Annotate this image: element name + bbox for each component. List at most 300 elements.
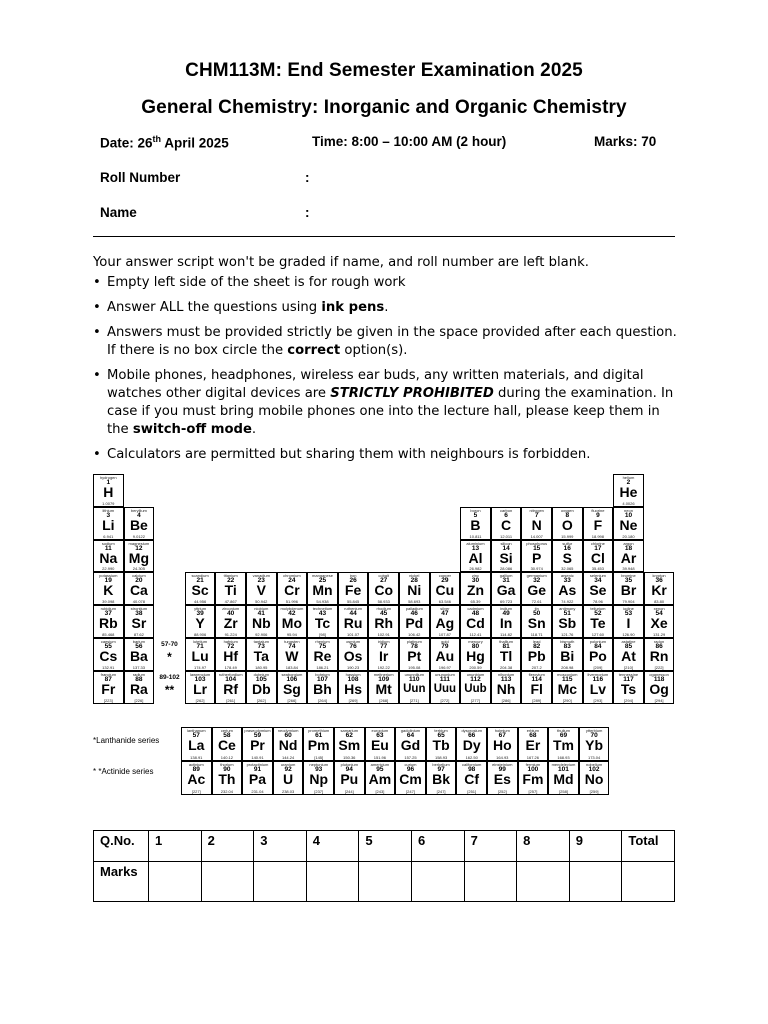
atomic-mass: [222] <box>654 664 664 670</box>
element-symbol: Mc <box>557 680 578 697</box>
element-name: beryllium <box>130 507 147 513</box>
element-symbol: Nd <box>278 737 298 753</box>
element-cell-ra <box>124 671 155 704</box>
atomic-number: 12 <box>135 544 143 552</box>
atomic-mass: 4.0026 <box>622 500 635 506</box>
atomic-mass: [243] <box>375 789 385 794</box>
element-name: holmium <box>494 728 510 733</box>
element-cell-ce <box>212 727 243 761</box>
element-symbol: Hf <box>223 648 239 664</box>
element-name: silicon <box>500 540 512 546</box>
element-cell-lr <box>185 671 216 704</box>
element-name: europium <box>371 728 389 733</box>
element-cell-tc <box>307 605 338 638</box>
element-symbol: Mo <box>281 615 302 632</box>
element-symbol: N <box>531 516 542 533</box>
element-cell-la <box>181 727 212 761</box>
element-cell-fe <box>338 572 369 605</box>
atomic-mass: 140.12 <box>220 755 233 760</box>
atomic-number: 71 <box>196 643 204 650</box>
element-symbol: Fe <box>344 582 362 599</box>
element-symbol: Xe <box>650 615 668 632</box>
element-name: selenium <box>589 573 606 579</box>
atomic-number: 52 <box>594 610 602 618</box>
element-symbol: Rh <box>374 615 394 632</box>
atomic-mass: 35.453 <box>591 566 604 572</box>
atomic-number: 86 <box>655 643 663 650</box>
atomic-number: 73 <box>257 643 265 650</box>
element-name: hydrogen <box>99 475 117 480</box>
element-name: sodium <box>101 540 115 546</box>
element-cell-mg <box>124 540 155 573</box>
element-cell-tb <box>426 727 457 761</box>
element-symbol: Pd <box>405 615 424 632</box>
marks-entry-cell[interactable] <box>517 862 570 902</box>
element-symbol: Np <box>309 771 329 787</box>
element-cell-ge <box>521 572 552 605</box>
atomic-mass: [226] <box>134 697 144 703</box>
atomic-number: 63 <box>376 732 384 739</box>
atomic-number: 5 <box>473 511 478 519</box>
element-symbol: Cd <box>466 615 485 632</box>
element-name: lutetium <box>193 639 208 644</box>
element-symbol: Ge <box>527 582 547 599</box>
atomic-mass: 6.941 <box>103 533 114 539</box>
element-name: hafnium <box>223 639 238 644</box>
atomic-number: 35 <box>624 577 633 585</box>
atomic-number: 44 <box>349 610 357 618</box>
atomic-number: 34 <box>594 577 602 585</box>
atomic-number: 105 <box>255 675 267 683</box>
periodic-table <box>93 474 675 704</box>
atomic-mass: [261] <box>226 697 236 703</box>
element-name: erbium <box>526 728 539 733</box>
atomic-mass: 58.933 <box>377 599 390 605</box>
roll-number-label: Roll Number <box>100 170 181 185</box>
atomic-mass: 15.999 <box>561 533 574 539</box>
atomic-number: 27 <box>380 577 388 585</box>
marks-table <box>93 830 675 902</box>
element-cell-sm <box>334 727 365 761</box>
marks-entry-cell[interactable] <box>149 862 202 902</box>
element-cell-k <box>93 572 124 605</box>
element-cell-bi <box>552 638 583 671</box>
element-symbol: Lr <box>193 680 208 697</box>
element-name: actinium <box>188 762 204 767</box>
element-name: astatine <box>621 639 636 644</box>
element-cell-n <box>521 507 552 540</box>
atomic-mass: 9.0122 <box>132 533 145 539</box>
element-symbol: Uun <box>403 682 426 695</box>
element-symbol: No <box>584 771 604 787</box>
element-symbol: Po <box>588 648 607 664</box>
marks-entry-cell[interactable] <box>254 862 307 902</box>
atomic-mass: 200.59 <box>469 664 482 670</box>
element-symbol: Pa <box>248 771 267 787</box>
element-symbol: Hg <box>466 648 485 664</box>
element-symbol: Li <box>102 516 115 533</box>
atomic-mass: 192.22 <box>377 664 390 670</box>
marks-table-header-row <box>94 831 675 862</box>
lanthanide-series-label: *Lanthanide series <box>93 736 160 745</box>
atomic-mass: [294] <box>624 697 633 703</box>
atomic-mass: 180.95 <box>255 664 268 670</box>
element-symbol: Rf <box>223 680 239 697</box>
element-symbol: Au <box>435 648 455 664</box>
atomic-mass: 20.180 <box>622 533 635 539</box>
atomic-mass: [272] <box>440 697 450 703</box>
instruction-item: • Answers must be provided strictly be given in the space provided after each question. If there is no box circle the correct option(s). <box>93 324 683 360</box>
atomic-mass: 132.91 <box>102 664 115 670</box>
element-cell-cf <box>456 761 487 795</box>
element-cell-hf <box>215 638 246 671</box>
atomic-mass: 112.41 <box>469 631 482 637</box>
atomic-mass: [145] <box>314 755 324 760</box>
element-symbol: O <box>561 516 573 533</box>
element-symbol: Ru <box>343 615 363 632</box>
atomic-mass: 10.811 <box>469 533 482 539</box>
atomic-mass: [98] <box>319 631 326 637</box>
element-symbol: Ra <box>129 680 148 697</box>
element-cell-os <box>338 638 369 671</box>
element-symbol: Nh <box>496 680 516 697</box>
atomic-mass: [252] <box>497 789 507 794</box>
element-name: antimony <box>559 606 576 612</box>
atomic-mass: [289] <box>532 697 542 703</box>
exam-time: Time: 8:00 – 10:00 AM (2 hour) <box>312 134 507 149</box>
element-name: samarium <box>340 728 359 733</box>
element-symbol: Ir <box>379 648 389 664</box>
atomic-number: 49 <box>502 610 510 618</box>
atomic-number: 118 <box>653 675 665 683</box>
marks-row-label: Marks <box>94 862 149 902</box>
element-symbol: Lv <box>589 680 607 697</box>
atomic-mass: 118.71 <box>530 631 543 637</box>
element-name: technetium <box>312 606 333 612</box>
atomic-number: 78 <box>410 643 418 650</box>
element-cell-ho <box>487 727 518 761</box>
atomic-number: 96 <box>406 766 415 773</box>
element-cell-h <box>93 474 124 507</box>
atomic-mass: 207.2 <box>531 664 542 670</box>
element-cell-co <box>368 572 399 605</box>
element-symbol: Mn <box>312 582 333 599</box>
atomic-number: 82 <box>533 643 541 650</box>
atomic-mass: 208.98 <box>561 664 574 670</box>
element-name: krypton <box>652 573 666 579</box>
element-name: scandium <box>191 573 209 579</box>
marks-entry-cell[interactable] <box>359 862 412 902</box>
element-name: arsenic <box>560 573 574 579</box>
element-cell-na <box>93 540 124 573</box>
element-name: potassium <box>99 573 118 579</box>
element-cell-ti <box>215 572 246 605</box>
element-cell-w <box>277 638 308 671</box>
atomic-number: 18 <box>624 544 633 552</box>
element-cell-tm <box>548 727 579 761</box>
atomic-number: 67 <box>498 732 506 739</box>
atomic-mass: [269] <box>348 697 358 703</box>
element-cell-be <box>124 507 155 540</box>
element-symbol: Ta <box>253 648 269 664</box>
element-symbol: Mt <box>375 680 392 697</box>
atomic-number: 48 <box>471 610 480 618</box>
element-cell-re <box>307 638 338 671</box>
atomic-mass: 151.96 <box>373 755 386 760</box>
atomic-number: 111 <box>439 675 450 683</box>
element-symbol: Be <box>129 516 148 533</box>
element-symbol: I <box>626 615 631 632</box>
atomic-mass: 88.906 <box>193 631 207 637</box>
atomic-number: 109 <box>378 675 390 683</box>
element-name: moscovium <box>557 671 578 677</box>
element-symbol: Cr <box>284 582 300 599</box>
atomic-mass: 174.97 <box>193 664 207 670</box>
atomic-number: 33 <box>563 577 571 585</box>
element-name: phosphorus <box>526 540 548 546</box>
element-symbol: Ne <box>619 516 638 533</box>
element-cell-u <box>273 761 304 795</box>
atomic-mass: 140.91 <box>251 755 264 760</box>
element-cell-nd <box>273 727 304 761</box>
marks-entry-cell[interactable] <box>306 862 359 902</box>
series-range-label: 89-102 <box>159 673 180 681</box>
atomic-mass: [251] <box>467 789 477 794</box>
atomic-mass: 173.04 <box>587 755 601 760</box>
element-cell-yb <box>579 727 610 761</box>
element-name: zirconium <box>222 606 240 612</box>
element-symbol: K <box>103 582 114 599</box>
element-cell-cs <box>93 638 124 671</box>
element-cell-bh <box>307 671 338 704</box>
element-name: chromium <box>283 573 301 579</box>
element-cell-fl <box>521 671 552 704</box>
atomic-number: 81 <box>502 643 510 650</box>
atomic-mass: 168.93 <box>557 755 570 760</box>
atomic-number: 4 <box>137 511 141 519</box>
element-cell-ba <box>124 638 155 671</box>
atomic-mass: [227] <box>191 789 201 794</box>
atomic-number: 114 <box>531 675 542 683</box>
element-name: yttrium <box>194 606 207 612</box>
element-name: titanium <box>223 573 238 579</box>
atomic-mass: 18.998 <box>591 533 604 539</box>
element-cell-mt <box>368 671 399 704</box>
atomic-mass: 1.0079 <box>102 500 115 506</box>
element-cell-no <box>579 761 610 795</box>
element-name: mendelevium <box>551 762 576 767</box>
atomic-number: 32 <box>533 577 541 585</box>
atomic-number: 62 <box>345 732 353 739</box>
element-name: oganesson <box>649 671 669 677</box>
element-name: platinum <box>406 639 422 644</box>
element-symbol: Bi <box>560 648 575 664</box>
atomic-number: 21 <box>196 577 204 585</box>
element-name: polonium <box>589 639 606 644</box>
atomic-mass: 183.84 <box>285 664 298 670</box>
marks-entry-cell[interactable] <box>622 862 675 902</box>
atomic-number: 54 <box>655 610 663 618</box>
element-cell-th <box>212 761 243 795</box>
element-cell-as <box>552 572 583 605</box>
atomic-mass: 85.468 <box>102 631 115 637</box>
element-name: cadmium <box>467 606 484 612</box>
element-symbol: Th <box>218 771 236 787</box>
atomic-number: 38 <box>135 610 143 618</box>
element-symbol: Na <box>99 549 118 566</box>
element-name: ununnilium <box>404 671 424 677</box>
element-cell-cu <box>430 572 461 605</box>
marks-entry-cell[interactable] <box>411 862 464 902</box>
element-name: germanium <box>526 573 547 579</box>
atomic-mass: 107.87 <box>438 631 451 637</box>
instruction-item: • Empty left side of the sheet is for rough work <box>93 274 683 292</box>
element-name: magnesium <box>128 540 150 546</box>
element-name: bohrium <box>315 671 330 677</box>
element-name: niobium <box>254 606 269 612</box>
element-cell-al <box>460 540 491 573</box>
element-cell-f <box>583 507 614 540</box>
element-cell-v <box>246 572 277 605</box>
element-cell-np <box>303 761 334 795</box>
element-symbol: In <box>499 615 513 632</box>
element-name: ununbium <box>466 671 485 677</box>
element-symbol: Zn <box>466 582 485 599</box>
element-symbol: Kr <box>651 582 667 599</box>
atomic-number: 99 <box>498 766 506 773</box>
element-symbol: Dy <box>462 737 481 753</box>
atomic-mass: [286] <box>501 697 511 703</box>
element-symbol: Co <box>374 582 394 599</box>
element-name: fluorine <box>591 507 605 513</box>
marks-header-cell: Total <box>622 831 675 862</box>
element-cell-si <box>491 540 522 573</box>
atomic-number: 59 <box>253 732 262 739</box>
atomic-mass: 137.33 <box>132 664 145 670</box>
marks-entry-cell[interactable] <box>201 862 254 902</box>
atomic-mass: 232.04 <box>220 789 233 794</box>
atomic-mass: 83.80 <box>654 599 665 605</box>
element-cell-md <box>548 761 579 795</box>
atomic-number: 53 <box>624 610 633 618</box>
element-cell-in <box>491 605 522 638</box>
atomic-number: 11 <box>104 544 112 552</box>
atomic-number: 29 <box>441 577 449 585</box>
element-cell-pu <box>334 761 365 795</box>
element-symbol: Ca <box>129 582 148 599</box>
atomic-number: 40 <box>227 610 235 618</box>
atomic-number: 58 <box>223 732 231 739</box>
element-symbol: Gd <box>400 737 421 753</box>
atomic-mass: 164.93 <box>496 755 509 760</box>
marks-header-cell: 3 <box>254 831 307 862</box>
element-cell-og <box>644 671 675 704</box>
element-name: californium <box>462 762 482 767</box>
element-symbol: W <box>285 648 299 664</box>
element-cell-ac <box>181 761 212 795</box>
atomic-number: 37 <box>104 610 112 618</box>
element-name: fermium <box>525 762 541 767</box>
element-symbol: Tm <box>552 737 574 753</box>
atomic-mass: 65.39 <box>470 599 481 605</box>
element-symbol: Pu <box>340 771 359 787</box>
element-symbol: Md <box>553 771 574 787</box>
marks-entry-cell[interactable] <box>569 862 622 902</box>
element-symbol: Br <box>620 582 637 599</box>
atomic-number: 60 <box>284 732 292 739</box>
element-cell-es <box>487 761 518 795</box>
atomic-number: 57 <box>192 732 200 739</box>
element-symbol: Y <box>195 615 205 632</box>
series-range-label: 57-70 <box>161 641 178 648</box>
element-symbol: Ga <box>496 582 516 599</box>
element-cell-te <box>583 605 614 638</box>
element-cell-sr <box>124 605 155 638</box>
atomic-number: 117 <box>623 675 634 683</box>
element-name: cerium <box>220 728 233 733</box>
atomic-mass: 63.546 <box>438 599 451 605</box>
atomic-number: 83 <box>563 643 571 650</box>
atomic-number: 93 <box>315 766 323 773</box>
element-name: oxygen <box>560 507 574 513</box>
atomic-mass: 204.38 <box>499 664 513 670</box>
atomic-number: 80 <box>471 643 480 650</box>
element-cell-kr <box>644 572 675 605</box>
marks-header-cell: 4 <box>306 831 359 862</box>
element-cell-mo <box>277 605 308 638</box>
element-name: bismuth <box>560 639 575 644</box>
element-cell-hg <box>460 638 491 671</box>
element-symbol: Ba <box>129 648 148 664</box>
element-cell-au <box>430 638 461 671</box>
element-cell-ag <box>430 605 461 638</box>
name-colon: : <box>305 205 310 220</box>
atomic-number: 61 <box>315 732 323 739</box>
marks-header-cell: 1 <box>149 831 202 862</box>
atomic-mass: 40.078 <box>132 599 145 605</box>
atomic-number: 41 <box>257 610 265 618</box>
atomic-number: 94 <box>345 766 353 773</box>
atomic-mass: 54.938 <box>316 599 329 605</box>
element-name: rhodium <box>376 606 391 612</box>
atomic-mass: 95.94 <box>286 631 297 637</box>
atomic-mass: 26.982 <box>469 566 482 572</box>
element-name: terbium <box>434 728 448 733</box>
atomic-number: 55 <box>104 643 112 650</box>
atomic-mass: [237] <box>314 789 324 794</box>
element-symbol: Al <box>468 549 483 566</box>
marks-entry-cell[interactable] <box>464 862 517 902</box>
element-cell-sb <box>552 605 583 638</box>
atomic-mass: [294] <box>654 697 664 703</box>
element-cell-p <box>521 540 552 573</box>
element-cell-db <box>246 671 277 704</box>
actinide-series-label: * *Actinide series <box>93 767 154 776</box>
element-cell-rn <box>644 638 675 671</box>
marks-header-cell: Q.No. <box>94 831 149 862</box>
element-cell-pb <box>521 638 552 671</box>
atomic-mass: 131.29 <box>652 631 666 637</box>
atomic-mass: 167.26 <box>526 755 539 760</box>
atomic-number: 108 <box>347 675 359 683</box>
atomic-mass: 22.990 <box>102 566 115 572</box>
element-symbol: Sr <box>131 615 147 632</box>
atomic-mass: 150.36 <box>343 755 356 760</box>
atomic-mass: [209] <box>593 664 603 670</box>
atomic-number: 1 <box>106 479 111 486</box>
atomic-number: 3 <box>106 511 111 519</box>
element-symbol: P <box>532 549 542 566</box>
